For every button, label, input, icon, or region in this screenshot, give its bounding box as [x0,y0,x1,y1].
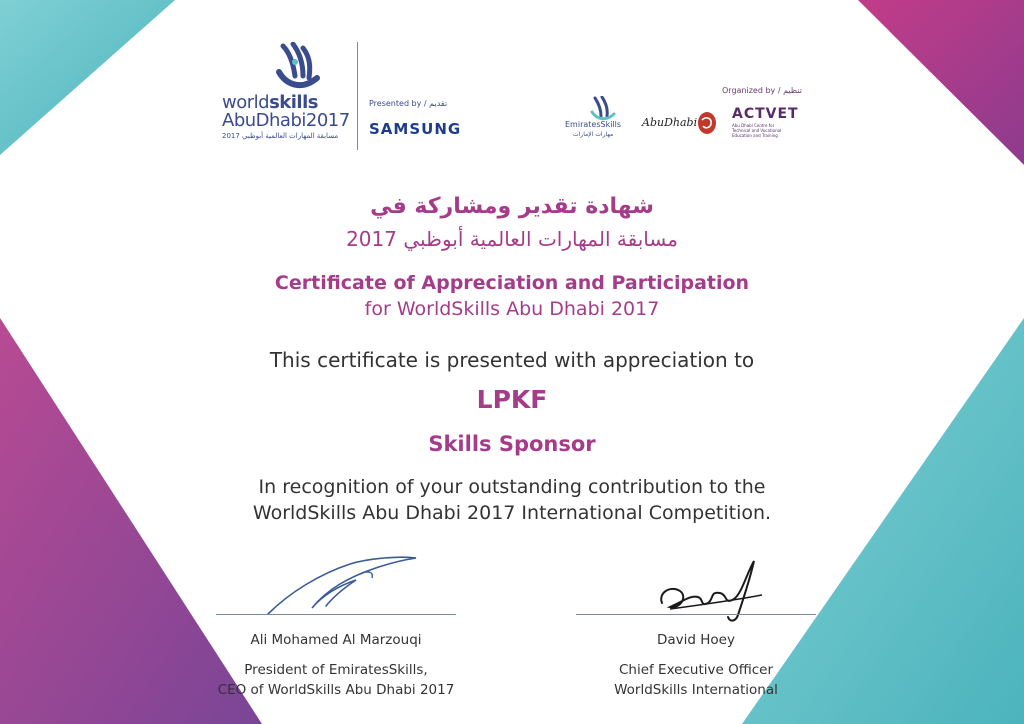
signatory-right [556,630,836,700]
signatory-left-title-1: President of EmiratesSkills, [244,662,428,678]
certificate-subtitle: for WorldSkills Abu Dhabi 2017 [364,298,660,320]
signatory-left-title-2: CEO of WorldSkills Abu Dhabi 2017 [217,682,455,698]
signature-left [260,552,420,618]
worldskills-city: AbuDhabi2017 [222,110,350,131]
emirates-skills-logo [565,96,627,152]
signatory-left [196,630,476,700]
abu-dhabi-falcon-icon [696,110,718,136]
corner-top-left [0,0,175,155]
recipient-name: LPKF [476,385,548,414]
recipient-role: Skills Sponsor [428,432,596,456]
worldskills-arabic: مسابقة المهارات العالمية أبوظبي 2017 [222,132,339,140]
actvet-logo: ACTVET [732,106,799,122]
arabic-subtitle: مسابقة المهارات العالمية أبوظبي 2017 [346,227,678,251]
worldskills-logo [218,42,348,142]
certificate-title: Certificate of Appreciation and Participation [274,272,750,294]
presented-to-text: This certificate is presented with appreciation to [269,348,755,372]
actvet-subtitle: Abu Dhabi Centre for Technical and Vocational Education and Training [732,123,782,138]
signatory-right-name: David Hoey [657,632,735,648]
recognition-line-1: In recognition of your outstanding contribution to the [258,476,766,498]
header-divider [357,42,358,150]
abu-dhabi-wordmark: AbuDhabi [642,116,698,129]
signatory-left-name: Ali Mohamed Al Marzouqi [250,632,422,648]
samsung-logo: SAMSUNG [369,120,462,138]
abu-dhabi-logo [642,110,722,140]
worldskills-hand-icon [273,42,323,94]
emirates-skills-wordmark: EmiratesSkills [565,120,622,129]
presented-by-label: Presented by / تقديم [369,99,448,108]
emirates-skills-icon [589,96,617,122]
arabic-title: شهادة تقدير ومشاركة في [370,194,654,219]
worldskills-wordmark: worldskills [222,92,318,113]
signature-line-right [576,614,816,615]
signatory-right-title-1: Chief Executive Officer [618,662,774,678]
recognition-line-2: WorldSkills Abu Dhabi 2017 International Competition. [252,502,772,524]
corner-top-right [858,0,1024,165]
emirates-skills-arabic: مهارات الإمارات [573,131,614,138]
signature-line-left [216,614,456,615]
signatory-right-title-2: WorldSkills International [614,682,778,698]
organized-by-label: Organized by / تنظيم [722,86,803,95]
